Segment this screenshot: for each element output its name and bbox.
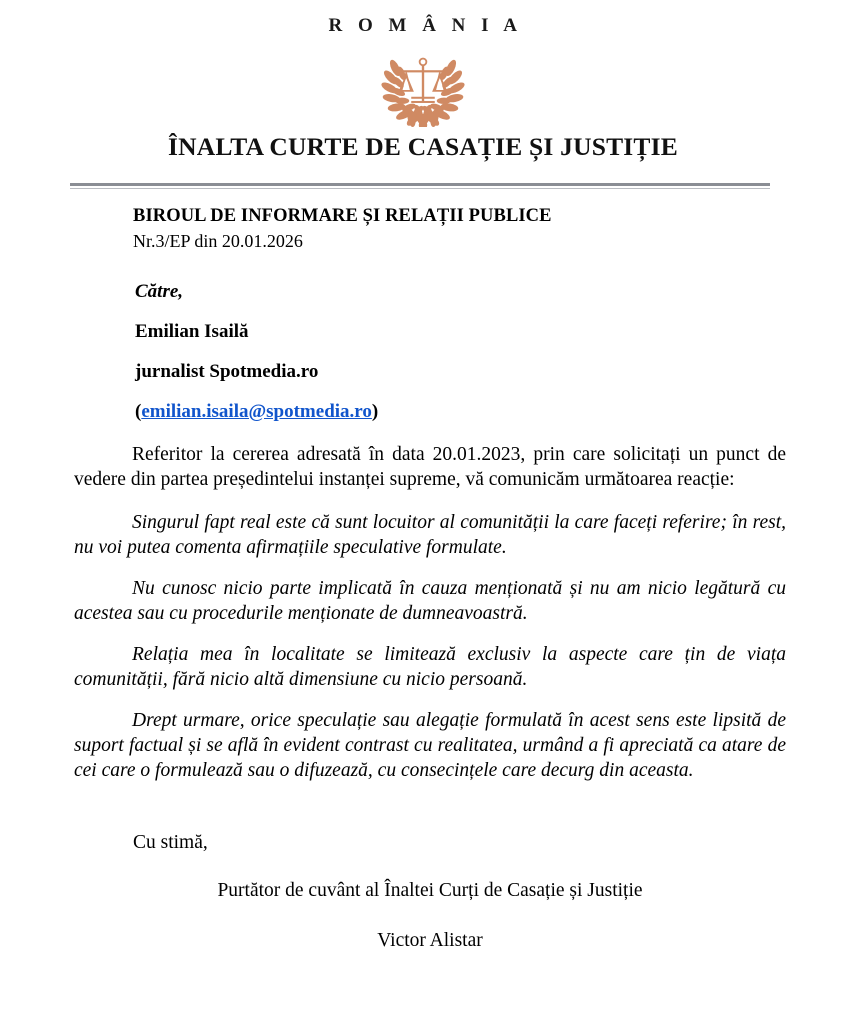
letterhead: [0, 0, 846, 161]
addressee-name: Emilian Isailă: [135, 320, 249, 342]
body-paragraph-1: Referitor la cererea adresată în data 20.01.2023, prin care solicitați un punct de vedere din partea președintelui instanței supreme, vă comunicăm următoarea reacție:: [74, 443, 786, 490]
body-paragraph-2: Singurul fapt real este că sunt locuitor al comunității la care faceți referire; în rest, nu voi putea comenta afirmațiile speculative formulate.: [74, 512, 786, 559]
addressee-block: [0, 254, 846, 421]
court-name: ÎNALTA CURTE DE CASAȚIE ȘI JUSTIȚIE: [168, 132, 678, 161]
addressee-role: jurnalist Spotmedia.ro: [135, 360, 319, 382]
email-open-paren: (: [135, 400, 142, 422]
closing-regards: Cu stimă,: [133, 832, 208, 854]
country-name: R O M Â N I A: [328, 15, 523, 36]
signature-block: [0, 800, 846, 951]
office-title: BIROUL DE INFORMARE ȘI RELAȚII PUBLICE: [133, 206, 552, 227]
body-paragraph-5: Drept urmare, orice speculație sau alegație formulată în acest sens este lipsită de suport factual și se află în evident contrast cu realitatea, urmând a fi apreciată ca atare de cei care o formulează sau o difuzează, cu consecințele care decurg din aceasta.: [74, 710, 786, 782]
office-block: [0, 189, 846, 254]
email-close-paren: ): [371, 400, 379, 422]
signatory-name: Victor Alistar: [377, 930, 483, 952]
addressee-email-link[interactable]: emilian.isaila@spotmedia.ro: [141, 400, 372, 422]
body-paragraph-4: Relația mea în localitate se limitează exclusiv la aspecte care țin de viața comunității, fără nicio altă dimensiune cu nicio persoană.: [74, 644, 786, 691]
document-reference-number: Nr.3/EP din 20.01.2026: [133, 231, 303, 252]
emblem-container: [0, 43, 846, 127]
addressee-salutation: Către,: [135, 280, 184, 302]
body-paragraph-3: Nu cunosc nicio parte implicată în cauza menționată și nu am nicio legătură cu acestea sau cu procedurile menționate de dumneavoastră.: [74, 578, 786, 625]
letter-body: [0, 421, 846, 784]
signatory-role: Purtător de cuvânt al Înaltei Curți de Casație și Justiție: [217, 879, 643, 901]
addressee-email-line: [135, 402, 846, 421]
scales-of-justice-laurel-wreath-icon: [381, 43, 465, 127]
